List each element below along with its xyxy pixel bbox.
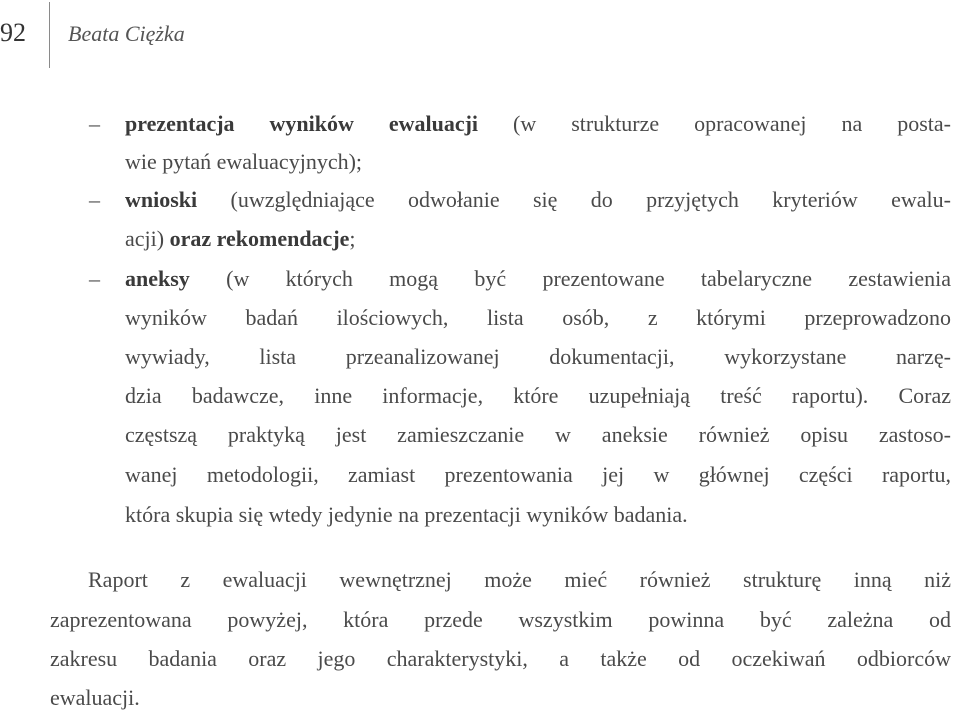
list-item-line: wie pytań ewaluacyjnych); xyxy=(125,149,363,174)
list-item-line: częstszą praktyką jest zamieszczanie w aneksie również opisu zastoso- xyxy=(125,422,951,447)
running-head-author: Beata Ciężka xyxy=(68,21,185,46)
bold-term: prezentacja wyników ewaluacji xyxy=(125,111,479,136)
text-span: (uwzględniające odwołanie się do przyjętych kryteriów ewalu- xyxy=(197,187,951,212)
list-item-line xyxy=(125,224,356,254)
text-span: acji) xyxy=(125,226,170,251)
paragraph-line: zakresu badania oraz jego charakterystyki, a także od oczekiwań odbiorców xyxy=(50,646,951,671)
list-bullet: – xyxy=(89,111,100,136)
paragraph-line: Raport z ewaluacji wewnętrznej może mieć również strukturę inną niż xyxy=(88,567,951,592)
page-number: 92 xyxy=(0,18,26,47)
bold-term: wnioski xyxy=(125,187,198,212)
text-span: (w strukturze opracowanej na posta- xyxy=(478,111,951,136)
list-item-line: dzia badawcze, inne informacje, które uzupełniają treść raportu). Coraz xyxy=(125,383,951,408)
list-item-line xyxy=(125,185,951,215)
list-item-line xyxy=(125,264,951,294)
list-bullet: – xyxy=(89,266,100,291)
paragraph-line: ewaluacji. xyxy=(50,685,140,710)
list-item-line xyxy=(125,109,951,139)
list-item-line: wywiady, lista przeanalizowanej dokumentacji, wykorzystane narzę- xyxy=(125,344,951,369)
bold-term: aneksy xyxy=(125,266,190,291)
text-span: (w których mogą być prezentowane tabelaryczne zestawienia xyxy=(189,266,951,291)
list-bullet: – xyxy=(89,187,100,212)
list-item-line: wyników badań ilościowych, lista osób, z którymi przeprowadzono xyxy=(125,305,951,330)
list-item-line: wanej metodologii, zamiast prezentowania jej w głównej części raportu, xyxy=(125,462,951,487)
header-divider xyxy=(49,2,50,68)
text-span: ; xyxy=(349,226,356,251)
list-item-line: która skupia się wtedy jedynie na prezentacji wyników badania. xyxy=(125,502,688,527)
paragraph-line: zaprezentowana powyżej, która przede wszystkim powinna być zależna od xyxy=(50,607,951,632)
page-header xyxy=(0,0,960,70)
bold-term: oraz rekomendacje xyxy=(169,226,350,251)
